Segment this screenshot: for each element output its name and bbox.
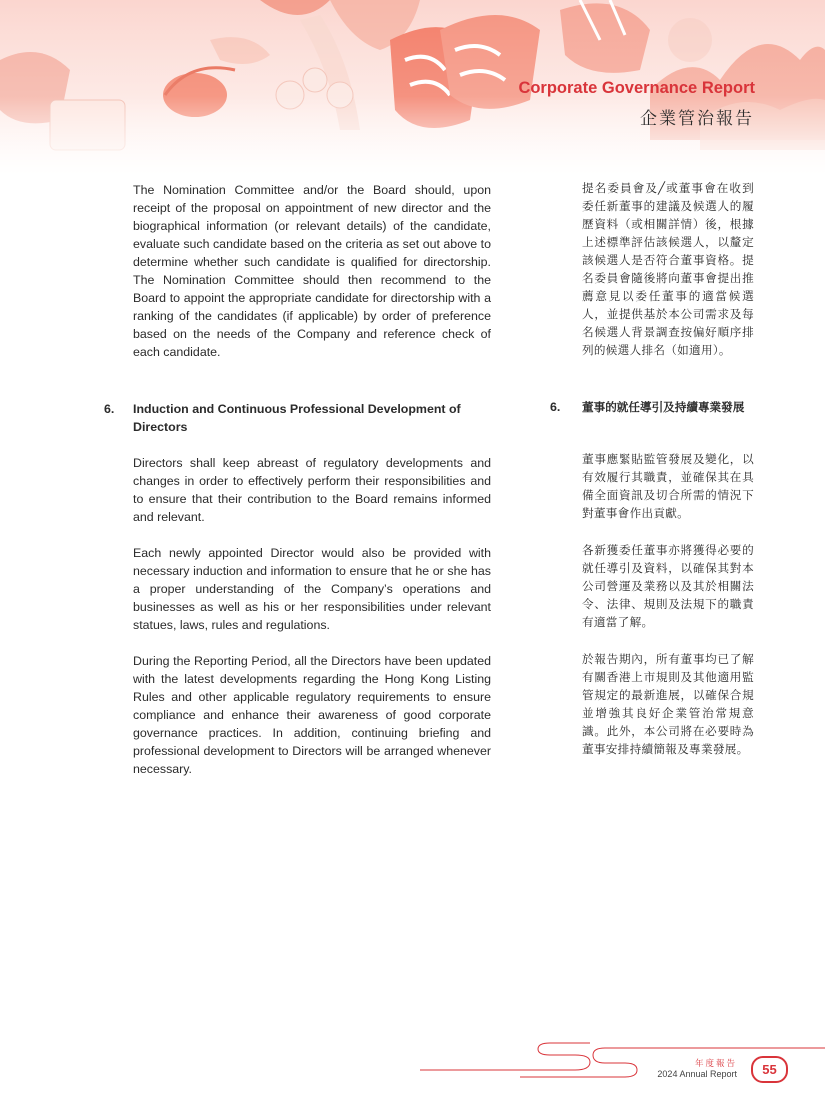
paragraph-english-2: Each newly appointed Director would also be provided with necessary induction and information to ensure that he or she has a proper understanding of the Company’s operations and businesses as well as his or her responsibilities under relevant statues, laws, rules and regulations. <box>133 546 491 632</box>
paragraph-chinese-1: 董事應緊貼監管發展及變化，以有效履行其職責，並確保其在具備全面資訊及切合所需的情況下對董事會作出貢獻。 <box>582 452 754 520</box>
section-heading-english: Induction and Continuous Professional Development of Directors <box>133 402 461 434</box>
paragraph-chinese-2: 各新獲委任董事亦將獲得必要的就任導引及資料，以確保其對本公司營運及業務以及其於相關法令、法律、規則及法規下的職責有適當了解。 <box>582 543 754 629</box>
section-number-english: 6. <box>104 402 115 416</box>
nomination-paragraph-chinese: 提名委員會及╱或董事會在收到委任新董事的建議及候選人的履歷資料（或相關詳情）後，根據上述標準評估該候選人，以釐定該候選人是否符合董事資格。提名委員會隨後將向董事會提出推薦意見以委任董事的適當候選人，並提供基於本公司需求及每名候選人背景調查按偏好順序排列的候選人排名（如適用）。 <box>582 181 754 357</box>
paragraph-english-3: During the Reporting Period, all the Directors have been updated with the latest developments regarding the Hong Kong Listing Rules and other applicable regulatory requirements to ensure compliance and enhance their awareness of good corporate governance practices. In addition, continuing briefing and professional development to Directors will be arranged whenever necessary. <box>133 654 491 776</box>
page-number: 55 <box>751 1056 788 1083</box>
section-heading-chinese: 董事的就任導引及持續專業發展 <box>582 400 745 414</box>
report-title-english: Corporate Governance Report <box>518 79 755 97</box>
section-number-chinese: 6. <box>550 400 561 414</box>
paragraph-chinese-3: 於報告期內，所有董事均已了解有關香港上市規則及其他適用監管規定的最新進展，以確保合規並增強其良好企業管治常規意識。此外，本公司將在必要時為董事安排持續簡報及專業發展。 <box>582 652 754 756</box>
report-title-chinese: 企業管治報告 <box>640 109 754 129</box>
paragraph-english-1: Directors shall keep abreast of regulatory developments and changes in order to effectively perform their responsibilities and to ensure that their contribution to the Board remains informed and relevant. <box>133 456 491 524</box>
footer-report-chinese: 年度報告 <box>694 1059 737 1069</box>
nomination-paragraph-english: The Nomination Committee and/or the Board should, upon receipt of the proposal on appointment of new director and the biographical information (or relevant details) of the candidate, evaluate such candidate based on the criteria as set out above to determine whether such candidate is qualified for directorship. The Nomination Committee should then recommend to the Board to appoint the appropriate candidate for directorship with a ranking of the candidates (if applicable) by order of preference based on the needs of the Company and reference check of each candidate. <box>133 183 491 359</box>
footer-report-english: 2024 Annual Report <box>657 1069 737 1079</box>
